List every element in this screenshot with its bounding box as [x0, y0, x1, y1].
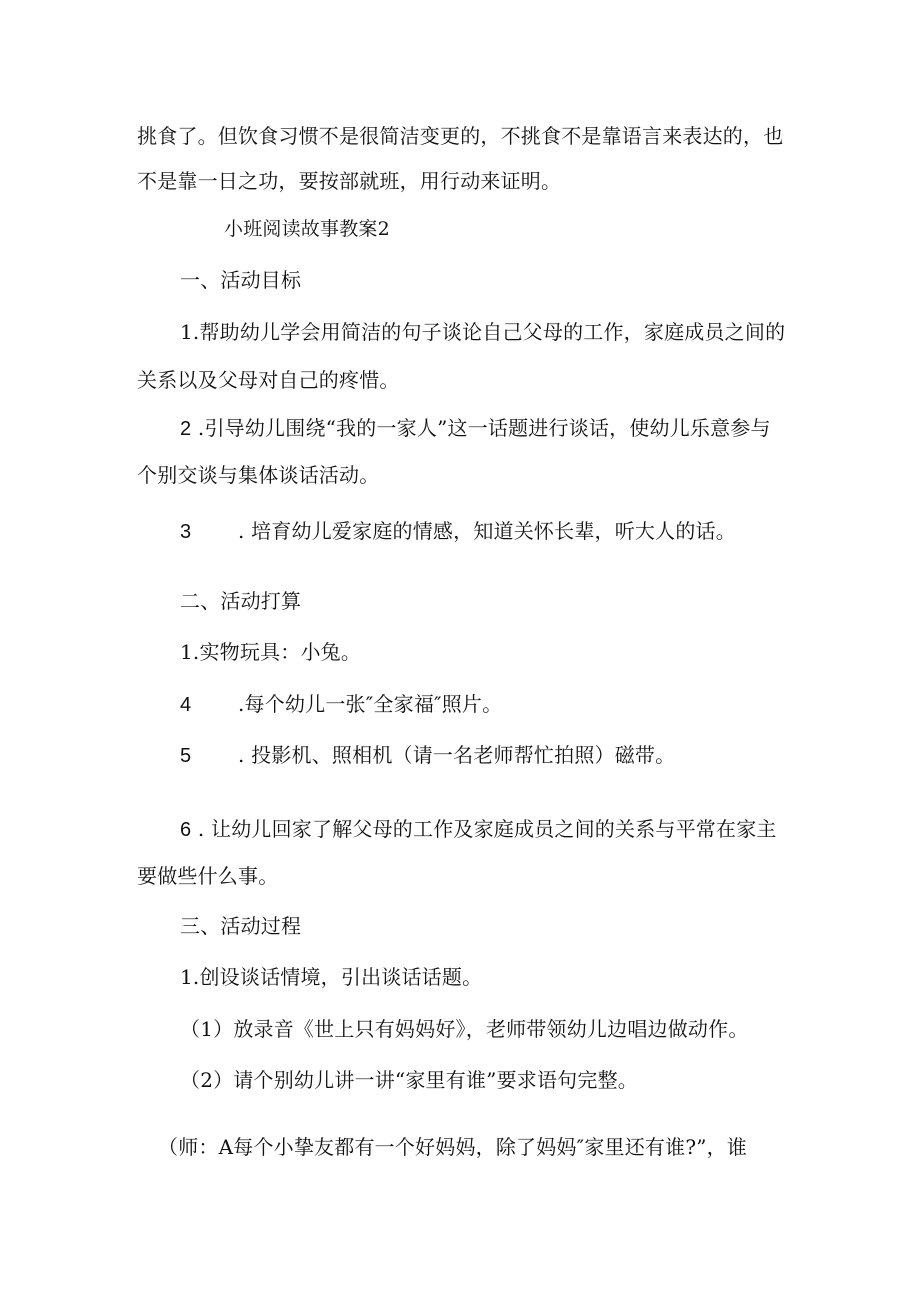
list-text: . 培育幼儿爱家庭的情感，知道关怀长辈，听大人的话。 [238, 519, 736, 543]
paragraph-line: 挑食了。但饮食习惯不是很简洁变更的，不挑食不是靠语言来表达的，也 [137, 124, 784, 148]
list-text: . 让幼儿回家了解父母的工作及家庭成员之间的关系与平常在家主 [191, 817, 777, 841]
list-number: 4 [180, 694, 192, 716]
prep-item-4-continued: 要做些什么事。 [137, 864, 279, 888]
list-text: . 投影机、照相机（请一名老师帮忙拍照）磁带。 [238, 743, 676, 767]
list-number: 5 [180, 745, 192, 767]
section-title: 小班阅读故事教案2 [224, 218, 390, 240]
goal-item-1: 1.帮助幼儿学会用简洁的句子谈论自己父母的工作，家庭成员之间的 [180, 320, 786, 344]
goal-item-2 [180, 414, 771, 443]
teacher-dialogue: （师：A每个小挚友都有一个好妈妈，除了妈妈″家里还有谁?”，谁 [158, 1135, 748, 1159]
prep-item-1: 1.实物玩具：小兔。 [180, 640, 362, 664]
heading-activity-process: 三、活动过程 [180, 914, 302, 938]
goal-item-2-continued: 个别交谈与集体谈话活动。 [137, 463, 380, 487]
goal-item-3 [180, 517, 736, 546]
list-number: 6 [180, 819, 192, 841]
prep-item-4 [180, 815, 777, 844]
prep-item-3 [180, 741, 675, 770]
list-text: .引导幼儿围绕“我的一家人”这一话题进行谈话，使幼儿乐意参与 [191, 416, 771, 440]
heading-activity-goals: 一、活动目标 [180, 268, 302, 292]
list-number: 2 [180, 418, 192, 440]
heading-activity-preparation: 二、活动打算 [180, 589, 302, 613]
goal-item-1-continued: 关系以及父母对自己的疼惜。 [137, 368, 400, 392]
list-text: .每个幼儿一张″全家福″照片。 [238, 692, 503, 716]
process-item-1: 1.创设谈话情境，引出谈话话题。 [180, 965, 483, 989]
process-subitem-2: （2）请个别幼儿讲一讲“家里有谁”要求语句完整。 [180, 1068, 638, 1092]
process-subitem-1: （1）放录音《世上只有妈妈好》，老师带领幼儿边唱边做动作。 [180, 1017, 749, 1041]
prep-item-2 [180, 690, 502, 719]
paragraph-line: 不是靠一日之功，要按部就班，用行动来证明。 [137, 169, 562, 193]
list-number: 3 [180, 521, 192, 543]
